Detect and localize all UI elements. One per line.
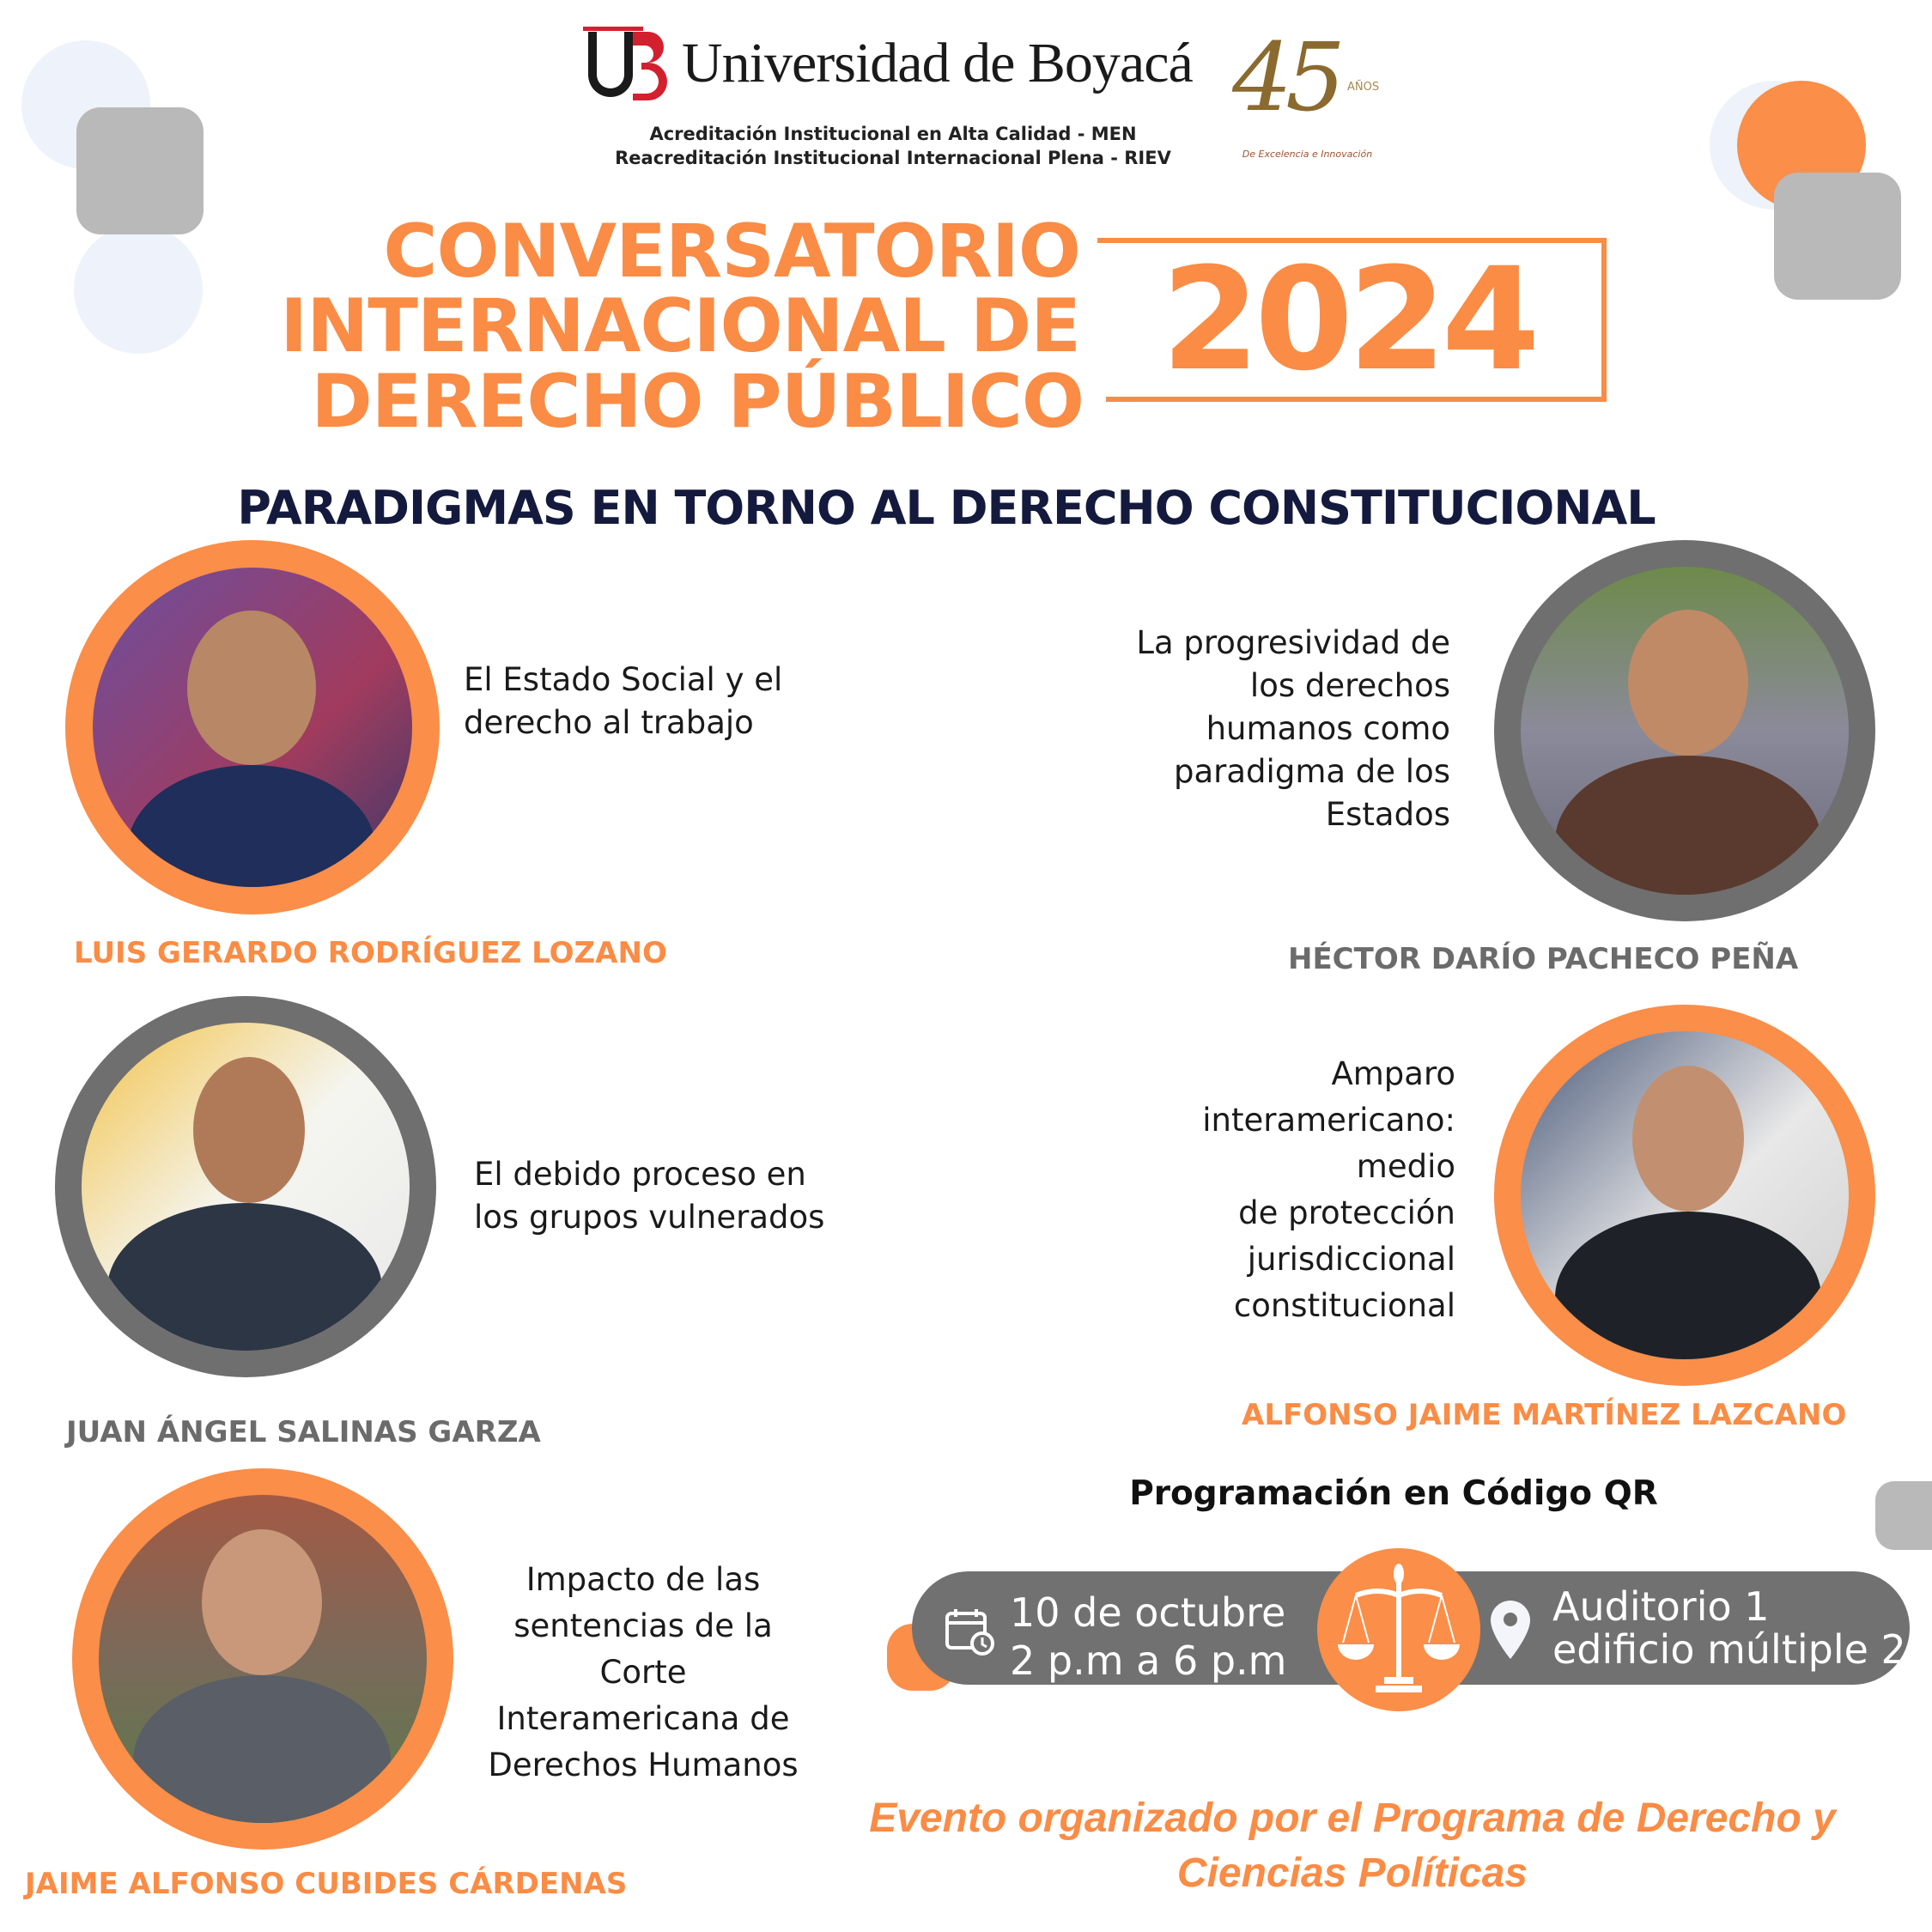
decor-square: [76, 107, 204, 234]
speaker-name: JAIME ALFONSO CUBIDES CÁRDENAS: [25, 1867, 628, 1901]
speaker-photo: [1521, 567, 1849, 895]
organizer-line: Evento organizado por el Programa de Derecho y: [869, 1795, 1836, 1841]
talk-title-line: derecho al trabajo: [464, 704, 754, 741]
talk-title-line: jurisdiccional: [1247, 1241, 1455, 1278]
talk-title-line: medio: [1356, 1148, 1455, 1185]
accreditation-line: Acreditación Institucional en Alta Calidad - MEN: [649, 124, 1137, 144]
talk-title-line: La progresividad de: [1136, 624, 1450, 661]
location-pin-icon: [1489, 1599, 1532, 1661]
event-year: 2024: [1161, 237, 1535, 402]
university-name: Universidad de Boyacá: [682, 32, 1193, 94]
event-subtitle: PARADIGMAS EN TORNO AL DERECHO CONSTITUCIONAL: [237, 481, 1656, 535]
talk-title-line: de protección: [1238, 1194, 1455, 1231]
decor-circle: [74, 225, 203, 354]
talk-title-line: interamericano:: [1202, 1102, 1455, 1139]
university-logo: [580, 25, 1193, 102]
talk-title-line: Corte: [599, 1654, 687, 1691]
speaker-photo-frame: [65, 540, 440, 914]
organizer-line: Ciencias Políticas: [1176, 1850, 1528, 1896]
speaker-name: HÉCTOR DARÍO PACHECO PEÑA: [1288, 942, 1799, 976]
ub-monogram-icon: [580, 25, 678, 102]
decor-square: [1774, 173, 1901, 300]
talk-title-line: El debido proceso en: [474, 1156, 806, 1193]
talk-title-line: Impacto de las: [526, 1561, 761, 1598]
event-title-line: INTERNACIONAL DE: [280, 283, 1080, 369]
talk-title-line: humanos como: [1206, 710, 1450, 747]
speaker-photo: [1521, 1031, 1849, 1359]
justice-scale-badge: [1317, 1548, 1480, 1711]
talk-title-line: Derechos Humanos: [488, 1747, 799, 1783]
anniversary-logo: 45 AÑOS De Excelencia e Innovación: [1232, 22, 1380, 160]
speaker-name: ALFONSO JAIME MARTÍNEZ LAZCANO: [1242, 1398, 1847, 1432]
event-title-line: DERECHO PÚBLICO: [311, 359, 1084, 445]
event-time: 2 p.m a 6 p.m: [1010, 1637, 1287, 1684]
talk-title-line: Interamericana de: [496, 1700, 790, 1737]
event-date: 10 de octubre: [1010, 1589, 1286, 1636]
speaker-name: LUIS GERARDO RODRÍGUEZ LOZANO: [74, 936, 667, 970]
speaker-photo-frame: [1494, 540, 1875, 921]
talk-title-line: constitucional: [1233, 1287, 1455, 1324]
event-title-line: CONVERSATORIO: [383, 209, 1080, 295]
talk-title-line: Amparo: [1331, 1055, 1455, 1092]
speaker-photo-frame: [72, 1468, 453, 1850]
talk-title-line: Estados: [1325, 796, 1450, 833]
event-venue: edificio múltiple 2: [1552, 1626, 1906, 1673]
accreditation-line: Reacreditación Institucional Internacional Plena - RIEV: [615, 148, 1171, 168]
speaker-photo: [82, 1023, 410, 1351]
talk-title-line: paradigma de los: [1174, 753, 1450, 790]
decor-square: [1875, 1481, 1932, 1550]
speaker-photo-frame: [55, 996, 436, 1377]
speaker-photo: [93, 568, 412, 887]
talk-title-line: sentencias de la: [513, 1607, 773, 1644]
speaker-photo-frame: [1494, 1005, 1875, 1386]
event-venue: Auditorio 1: [1552, 1583, 1770, 1630]
speaker-photo: [99, 1495, 427, 1823]
talk-title-line: los grupos vulnerados: [474, 1199, 825, 1236]
calendar-icon: [945, 1607, 996, 1656]
speaker-name: JUAN ÁNGEL SALINAS GARZA: [66, 1415, 541, 1449]
talk-title-line: los derechos: [1249, 667, 1450, 704]
talk-title-line: El Estado Social y el: [464, 661, 783, 698]
qr-program-label: Programación en Código QR: [1129, 1474, 1658, 1513]
scales-of-justice-icon: [1317, 1548, 1480, 1711]
